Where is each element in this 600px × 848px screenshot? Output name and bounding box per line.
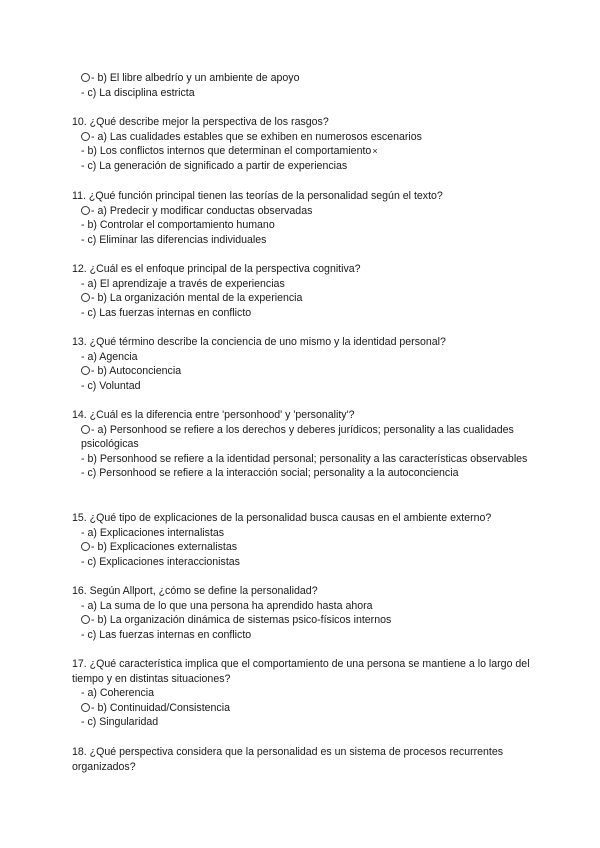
option-c: - c) Explicaciones interaccionistas xyxy=(81,555,240,568)
option-c: - c) La generación de significado a partir de experiencias xyxy=(81,159,348,172)
circle-mark-icon xyxy=(81,703,90,712)
option-b: - b) Explicaciones externalistas xyxy=(72,540,542,555)
option-b: - b) Continuidad/Consistencia xyxy=(72,701,542,716)
question-text: 15. ¿Qué tipo de explicaciones de la personalidad busca causas en el ambiente externo? xyxy=(72,512,492,524)
question-text: 12. ¿Cuál es el enfoque principal de la perspectiva cognitiva? xyxy=(72,263,361,275)
option-a: - a) Predecir y modificar conductas observadas xyxy=(72,204,542,219)
question-9-tail xyxy=(72,71,542,100)
question-text: 14. ¿Cuál es la diferencia entre 'personhood' y 'personality'? xyxy=(72,409,355,421)
option-a: - a) El aprendizaje a través de experiencias xyxy=(81,277,285,290)
circle-mark-icon xyxy=(81,542,90,551)
option-b: - b) Controlar el comportamiento humano xyxy=(81,219,275,232)
option-b: - b) La organización dinámica de sistemas psico-físicos internos xyxy=(72,613,542,628)
circle-mark-icon xyxy=(81,425,90,434)
question-14 xyxy=(72,408,542,481)
option-c: - c) Voluntad xyxy=(81,379,141,392)
question-text: 11. ¿Qué función principal tienen las teorías de la personalidad según el texto? xyxy=(72,190,443,202)
question-text: 13. ¿Qué término describe la conciencia de uno mismo y la identidad personal? xyxy=(72,336,446,348)
option-b: - b) La organización mental de la experiencia xyxy=(72,291,542,306)
option-a: - a) Agencia xyxy=(81,350,138,363)
question-text: 17. ¿Qué característica implica que el comportamiento de una persona se mantiene a lo largo del tiempo y en distintas situaciones? xyxy=(72,658,530,685)
question-10 xyxy=(72,115,542,173)
option-c: - c) Singularidad xyxy=(81,716,159,729)
option-c: - c) Eliminar las diferencias individuales xyxy=(81,233,267,246)
option-a: - a) Coherencia xyxy=(81,687,155,700)
question-11 xyxy=(72,189,542,247)
option-c: - c) Las fuerzas internas en conflicto xyxy=(81,306,252,319)
circle-mark-icon xyxy=(81,73,90,82)
option-c: - c) Personhood se refiere a la interacción social; personality a la autoconciencia xyxy=(81,467,459,480)
circle-mark-icon xyxy=(81,366,90,375)
question-17 xyxy=(72,657,542,730)
option-a: - a) La suma de lo que una persona ha aprendido hasta ahora xyxy=(81,599,373,612)
option-b: - b) Los conflictos internos que determinan el comportamiento× xyxy=(81,145,378,158)
circle-mark-icon xyxy=(81,293,90,302)
option-a: - a) Personhood se refiere a los derechos y deberes jurídicos; personality a las cualidades psicológicas xyxy=(81,423,514,451)
question-13 xyxy=(72,335,542,393)
question-text: 10. ¿Qué describe mejor la perspectiva de los rasgos? xyxy=(72,116,329,128)
question-15 xyxy=(72,511,542,569)
option-c: - c) Las fuerzas internas en conflicto xyxy=(81,628,252,641)
question-18 xyxy=(72,745,542,774)
option-b: - b) El libre albedrío y un ambiente de apoyo xyxy=(72,71,542,86)
question-16 xyxy=(72,584,542,642)
option-b: - b) Autoconciencia xyxy=(72,364,542,379)
cross-mark: × xyxy=(372,146,378,157)
circle-mark-icon xyxy=(81,132,90,141)
option-c: - c) La disciplina estricta xyxy=(81,86,195,99)
option-a: - a) Explicaciones internalistas xyxy=(81,526,225,539)
question-text: 18. ¿Qué perspectiva considera que la personalidad es un sistema de procesos recurrentes organizados? xyxy=(72,746,504,773)
option-a: - a) Las cualidades estables que se exhiben en numerosos escenarios xyxy=(72,130,542,145)
circle-mark-icon xyxy=(81,206,90,215)
question-text: 16. Según Allport, ¿cómo se define la personalidad? xyxy=(72,585,318,597)
option-b: - b) Personhood se refiere a la identidad personal; personality a las características observables xyxy=(81,452,528,465)
question-12 xyxy=(72,262,542,320)
circle-mark-icon xyxy=(81,615,90,624)
